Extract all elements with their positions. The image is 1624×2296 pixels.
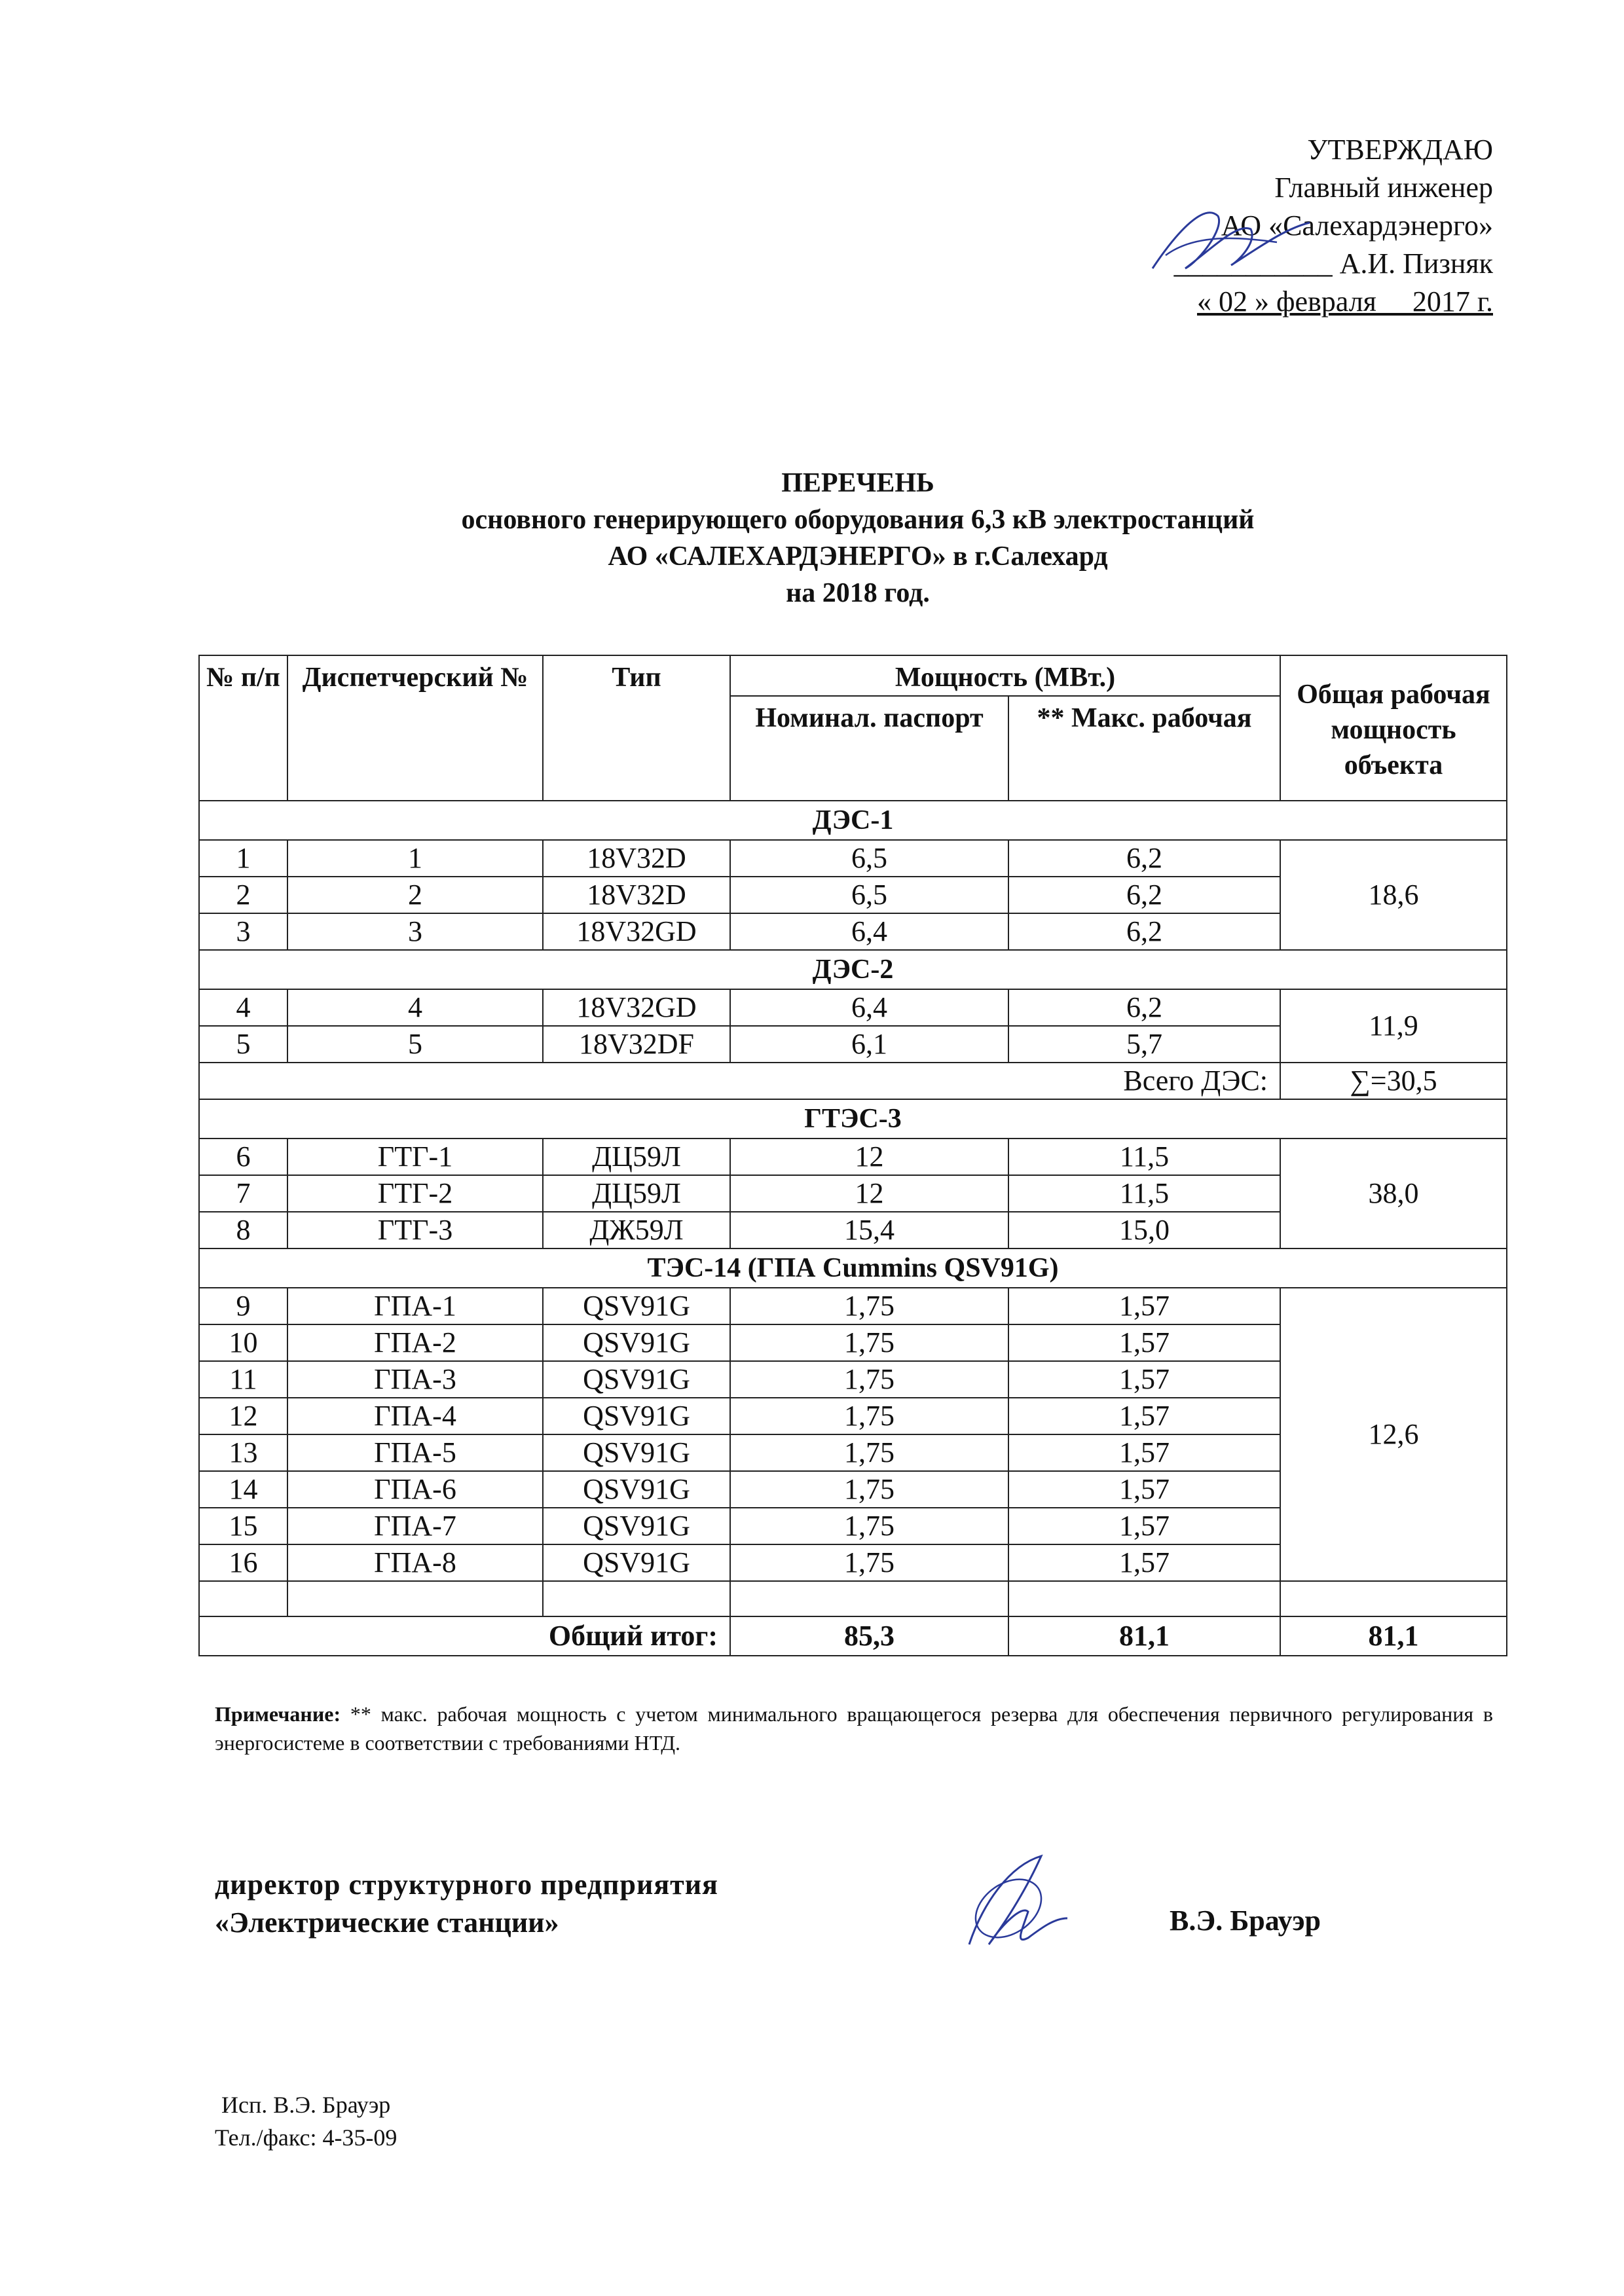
cell-max: 1,57 <box>1008 1471 1280 1508</box>
section-name: ТЭС-14 (ГПА Cummins QSV91G) <box>199 1248 1507 1288</box>
title-line3: АО «САЛЕХАРДЭНЕРГО» в г.Салехард <box>608 541 1108 572</box>
cell-type: ДЦ59Л <box>543 1175 730 1212</box>
cell-nominal: 1,75 <box>730 1324 1008 1361</box>
cell-dispatch: ГПА-2 <box>287 1324 543 1361</box>
director-line2: «Электрические станции» <box>215 1906 559 1939</box>
empty-cell <box>199 1581 287 1616</box>
cell-nominal: 6,4 <box>730 913 1008 950</box>
cell-num: 11 <box>199 1361 287 1398</box>
cell-type: 18V32D <box>543 840 730 877</box>
cell-dispatch: 4 <box>287 989 543 1026</box>
cell-max: 1,57 <box>1008 1544 1280 1581</box>
cell-max: 6,2 <box>1008 913 1280 950</box>
empty-row <box>199 1581 1507 1616</box>
grand-total-row <box>199 1616 1507 1656</box>
cell-max: 11,5 <box>1008 1139 1280 1175</box>
cell-type: ДЖ59Л <box>543 1212 730 1248</box>
cell-dispatch: 3 <box>287 913 543 950</box>
cell-nominal: 1,75 <box>730 1544 1008 1581</box>
cell-nominal: 1,75 <box>730 1288 1008 1324</box>
cell-num: 6 <box>199 1139 287 1175</box>
cell-max: 15,0 <box>1008 1212 1280 1248</box>
header-type: Тип <box>543 655 730 801</box>
des-total-label: Всего ДЭС: <box>199 1063 1280 1099</box>
table-row <box>199 840 1507 877</box>
cell-nominal: 6,5 <box>730 877 1008 913</box>
approval-line3: АО «Салехардэнерго» <box>1221 210 1493 242</box>
section-name: ДЭС-1 <box>199 801 1507 840</box>
title-line1: ПЕРЕЧЕНЬ <box>781 468 934 498</box>
cell-type: QSV91G <box>543 1361 730 1398</box>
title-line2: основного генерирующего оборудования 6,3 кВ электростанций <box>461 505 1255 535</box>
empty-cell <box>287 1581 543 1616</box>
note <box>215 1700 1493 1757</box>
cell-num: 2 <box>199 877 287 913</box>
cell-nominal: 1,75 <box>730 1434 1008 1471</box>
cell-max: 1,57 <box>1008 1288 1280 1324</box>
cell-type: 18V32GD <box>543 989 730 1026</box>
cell-dispatch: ГПА-1 <box>287 1288 543 1324</box>
cell-type: QSV91G <box>543 1324 730 1361</box>
cell-max: 11,5 <box>1008 1175 1280 1212</box>
executor-line2: Тел./факс: 4-35-09 <box>215 2124 397 2151</box>
cell-type: 18V32D <box>543 877 730 913</box>
cell-type: QSV91G <box>543 1471 730 1508</box>
cell-dispatch: ГПА-5 <box>287 1434 543 1471</box>
equipment-table <box>198 655 1507 1656</box>
section-row <box>199 801 1507 840</box>
executor-block <box>215 2088 397 2154</box>
header-num: № п/п <box>199 655 287 801</box>
cell-dispatch: ГТГ-2 <box>287 1175 543 1212</box>
cell-nominal: 6,4 <box>730 989 1008 1026</box>
cell-num: 3 <box>199 913 287 950</box>
cell-section-total: 11,9 <box>1280 989 1507 1063</box>
cell-section-total: 38,0 <box>1280 1139 1507 1248</box>
grand-total-max: 81,1 <box>1008 1616 1280 1656</box>
cell-dispatch: ГТГ-1 <box>287 1139 543 1175</box>
executor-line1: Исп. В.Э. Брауэр <box>221 2092 391 2118</box>
director-block <box>215 1866 718 1942</box>
header-max: ** Макс. рабочая <box>1008 696 1280 801</box>
section-name: ГТЭС-3 <box>199 1099 1507 1139</box>
table-row <box>199 1288 1507 1324</box>
cell-num: 9 <box>199 1288 287 1324</box>
header-power: Мощность (МВт.) <box>730 655 1280 696</box>
cell-num: 5 <box>199 1026 287 1063</box>
des-total-value: ∑=30,5 <box>1280 1063 1507 1099</box>
cell-nominal: 1,75 <box>730 1361 1008 1398</box>
cell-dispatch: 2 <box>287 877 543 913</box>
des-total-row <box>199 1063 1507 1099</box>
section-row <box>199 950 1507 989</box>
cell-num: 8 <box>199 1212 287 1248</box>
cell-dispatch: 5 <box>287 1026 543 1063</box>
approval-signer: А.И. Пизняк <box>1339 247 1493 280</box>
note-text: ** макс. рабочая мощность с учетом минимального вращающегося резерва для обеспечения первичного регулирования в энергосистеме в соответствии с требованиями НТД. <box>215 1702 1493 1755</box>
cell-num: 16 <box>199 1544 287 1581</box>
cell-max: 1,57 <box>1008 1324 1280 1361</box>
table-header-row-1 <box>199 655 1507 696</box>
cell-type: ДЦ59Л <box>543 1139 730 1175</box>
cell-num: 1 <box>199 840 287 877</box>
table-row <box>199 1139 1507 1175</box>
header-dispatch: Диспетчерский № <box>287 655 543 801</box>
cell-max: 5,7 <box>1008 1026 1280 1063</box>
director-signature-icon <box>950 1846 1080 1958</box>
signature-blank: ___________ <box>1173 247 1333 280</box>
cell-max: 6,2 <box>1008 840 1280 877</box>
chief-engineer-signature-icon <box>1126 190 1336 288</box>
cell-nominal: 1,75 <box>730 1508 1008 1544</box>
section-row <box>199 1248 1507 1288</box>
cell-section-total: 12,6 <box>1280 1288 1507 1581</box>
grand-total-all: 81,1 <box>1280 1616 1507 1656</box>
cell-max: 1,57 <box>1008 1434 1280 1471</box>
cell-nominal: 12 <box>730 1139 1008 1175</box>
cell-dispatch: ГПА-4 <box>287 1398 543 1434</box>
note-label: Примечание: <box>215 1702 341 1726</box>
approval-line1: УТВЕРЖДАЮ <box>1307 134 1493 166</box>
cell-dispatch: 1 <box>287 840 543 877</box>
document-title <box>0 465 1624 611</box>
grand-total-label: Общий итог: <box>199 1616 730 1656</box>
cell-nominal: 6,1 <box>730 1026 1008 1063</box>
table-row <box>199 989 1507 1026</box>
section-name: ДЭС-2 <box>199 950 1507 989</box>
cell-nominal: 15,4 <box>730 1212 1008 1248</box>
cell-nominal: 6,5 <box>730 840 1008 877</box>
empty-cell <box>730 1581 1008 1616</box>
cell-num: 10 <box>199 1324 287 1361</box>
header-total: Общая рабочая мощность объекта <box>1280 655 1507 801</box>
cell-type: QSV91G <box>543 1434 730 1471</box>
cell-dispatch: ГПА-7 <box>287 1508 543 1544</box>
empty-cell <box>543 1581 730 1616</box>
cell-type: 18V32GD <box>543 913 730 950</box>
cell-nominal: 1,75 <box>730 1398 1008 1434</box>
title-line4: на 2018 год. <box>786 578 930 608</box>
cell-max: 1,57 <box>1008 1398 1280 1434</box>
header-nominal: Номинал. паспорт <box>730 696 1008 801</box>
director-name: В.Э. Брауэр <box>1170 1904 1321 1937</box>
grand-total-nominal: 85,3 <box>730 1616 1008 1656</box>
cell-nominal: 1,75 <box>730 1471 1008 1508</box>
cell-dispatch: ГПА-3 <box>287 1361 543 1398</box>
cell-max: 6,2 <box>1008 989 1280 1026</box>
cell-dispatch: ГПА-8 <box>287 1544 543 1581</box>
cell-max: 1,57 <box>1008 1361 1280 1398</box>
cell-max: 1,57 <box>1008 1508 1280 1544</box>
cell-num: 12 <box>199 1398 287 1434</box>
approval-date: « 02 » февраля__ 2017 г. <box>1196 285 1493 318</box>
cell-num: 4 <box>199 989 287 1026</box>
empty-cell <box>1280 1581 1507 1616</box>
cell-type: QSV91G <box>543 1288 730 1324</box>
cell-num: 15 <box>199 1508 287 1544</box>
cell-num: 7 <box>199 1175 287 1212</box>
cell-section-total: 18,6 <box>1280 840 1507 950</box>
cell-nominal: 12 <box>730 1175 1008 1212</box>
cell-max: 6,2 <box>1008 877 1280 913</box>
director-line1: директор структурного предприятия <box>215 1868 718 1901</box>
cell-type: QSV91G <box>543 1508 730 1544</box>
approval-line2: Главный инженер <box>1274 172 1493 204</box>
cell-dispatch: ГТГ-3 <box>287 1212 543 1248</box>
cell-type: QSV91G <box>543 1398 730 1434</box>
empty-cell <box>1008 1581 1280 1616</box>
cell-type: 18V32DF <box>543 1026 730 1063</box>
cell-num: 13 <box>199 1434 287 1471</box>
cell-num: 14 <box>199 1471 287 1508</box>
section-row <box>199 1099 1507 1139</box>
cell-dispatch: ГПА-6 <box>287 1471 543 1508</box>
cell-type: QSV91G <box>543 1544 730 1581</box>
